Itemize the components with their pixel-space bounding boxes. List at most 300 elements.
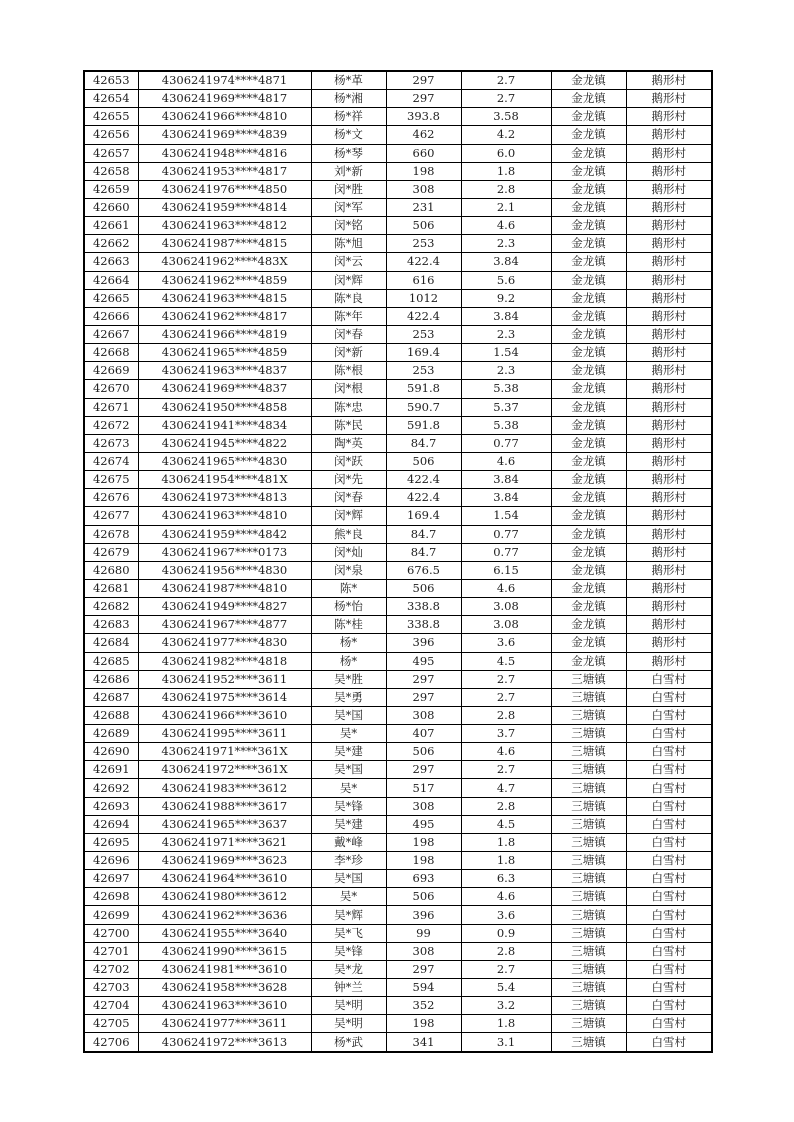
table-row [84, 289, 712, 307]
amount-cell: 253 [386, 362, 461, 380]
village-cell: 鹅形村 [626, 71, 712, 90]
amount-cell: 506 [386, 888, 461, 906]
area-cell: 4.5 [461, 815, 551, 833]
serial-cell: 42669 [84, 362, 138, 380]
area-cell: 4.6 [461, 743, 551, 761]
town-cell: 金龙镇 [551, 289, 626, 307]
name-cell: 闵*云 [311, 253, 386, 271]
village-cell: 鹅形村 [626, 543, 712, 561]
village-cell: 鹅形村 [626, 344, 712, 362]
name-cell: 陈*旭 [311, 235, 386, 253]
serial-cell: 42700 [84, 924, 138, 942]
serial-cell: 42680 [84, 561, 138, 579]
area-cell: 2.7 [461, 670, 551, 688]
amount-cell: 84.7 [386, 525, 461, 543]
amount-cell: 591.8 [386, 416, 461, 434]
town-cell: 金龙镇 [551, 71, 626, 90]
table-row [84, 235, 712, 253]
id-number-cell: 4306241953****4817 [138, 162, 311, 180]
name-cell: 陈*忠 [311, 398, 386, 416]
village-cell: 鹅形村 [626, 489, 712, 507]
village-cell: 鹅形村 [626, 380, 712, 398]
name-cell: 吴*建 [311, 743, 386, 761]
name-cell: 杨*武 [311, 1033, 386, 1052]
table-row [84, 942, 712, 960]
table-row [84, 398, 712, 416]
amount-cell: 594 [386, 979, 461, 997]
village-cell: 鹅形村 [626, 362, 712, 380]
town-cell: 金龙镇 [551, 126, 626, 144]
name-cell: 杨* [311, 634, 386, 652]
village-cell: 白雪村 [626, 670, 712, 688]
table-row [84, 598, 712, 616]
amount-cell: 616 [386, 271, 461, 289]
serial-cell: 42685 [84, 652, 138, 670]
amount-cell: 1012 [386, 289, 461, 307]
village-cell: 白雪村 [626, 906, 712, 924]
amount-cell: 676.5 [386, 561, 461, 579]
name-cell: 陈*民 [311, 416, 386, 434]
amount-cell: 297 [386, 688, 461, 706]
area-cell: 2.8 [461, 797, 551, 815]
town-cell: 金龙镇 [551, 307, 626, 325]
table-row [84, 71, 712, 90]
area-cell: 2.8 [461, 942, 551, 960]
table-row [84, 198, 712, 216]
name-cell: 吴* [311, 779, 386, 797]
amount-cell: 338.8 [386, 616, 461, 634]
serial-cell: 42706 [84, 1033, 138, 1052]
id-number-cell: 4306241954****481X [138, 471, 311, 489]
town-cell: 三塘镇 [551, 888, 626, 906]
amount-cell: 297 [386, 670, 461, 688]
town-cell: 金龙镇 [551, 434, 626, 452]
area-cell: 2.3 [461, 235, 551, 253]
town-cell: 金龙镇 [551, 198, 626, 216]
town-cell: 金龙镇 [551, 579, 626, 597]
area-cell: 3.08 [461, 616, 551, 634]
id-number-cell: 4306241962****4817 [138, 307, 311, 325]
village-cell: 鹅形村 [626, 561, 712, 579]
area-cell: 4.7 [461, 779, 551, 797]
village-cell: 鹅形村 [626, 108, 712, 126]
serial-cell: 42681 [84, 579, 138, 597]
amount-cell: 308 [386, 706, 461, 724]
village-cell: 白雪村 [626, 833, 712, 851]
table-row [84, 434, 712, 452]
id-number-cell: 4306241945****4822 [138, 434, 311, 452]
amount-cell: 506 [386, 217, 461, 235]
serial-cell: 42690 [84, 743, 138, 761]
village-cell: 白雪村 [626, 852, 712, 870]
amount-cell: 393.8 [386, 108, 461, 126]
town-cell: 三塘镇 [551, 997, 626, 1015]
village-cell: 白雪村 [626, 725, 712, 743]
village-cell: 白雪村 [626, 979, 712, 997]
table-row [84, 616, 712, 634]
amount-cell: 660 [386, 144, 461, 162]
area-cell: 5.6 [461, 271, 551, 289]
amount-cell: 693 [386, 870, 461, 888]
area-cell: 5.4 [461, 979, 551, 997]
village-cell: 鹅形村 [626, 434, 712, 452]
amount-cell: 231 [386, 198, 461, 216]
town-cell: 金龙镇 [551, 634, 626, 652]
village-cell: 鹅形村 [626, 198, 712, 216]
town-cell: 金龙镇 [551, 180, 626, 198]
serial-cell: 42695 [84, 833, 138, 851]
serial-cell: 42682 [84, 598, 138, 616]
amount-cell: 297 [386, 761, 461, 779]
town-cell: 三塘镇 [551, 779, 626, 797]
village-cell: 白雪村 [626, 761, 712, 779]
village-cell: 白雪村 [626, 942, 712, 960]
id-number-cell: 4306241969****3623 [138, 852, 311, 870]
town-cell: 三塘镇 [551, 833, 626, 851]
id-number-cell: 4306241977****4830 [138, 634, 311, 652]
id-number-cell: 4306241955****3640 [138, 924, 311, 942]
id-number-cell: 4306241956****4830 [138, 561, 311, 579]
table-row [84, 979, 712, 997]
table-row [84, 416, 712, 434]
area-cell: 2.7 [461, 90, 551, 108]
village-cell: 鹅形村 [626, 289, 712, 307]
id-number-cell: 4306241969****4817 [138, 90, 311, 108]
id-number-cell: 4306241995****3611 [138, 725, 311, 743]
village-cell: 白雪村 [626, 706, 712, 724]
village-cell: 白雪村 [626, 1033, 712, 1052]
town-cell: 三塘镇 [551, 1033, 626, 1052]
name-cell: 熊*良 [311, 525, 386, 543]
village-cell: 鹅形村 [626, 652, 712, 670]
table-row [84, 108, 712, 126]
village-cell: 鹅形村 [626, 579, 712, 597]
id-number-cell: 4306241963****4810 [138, 507, 311, 525]
table-row [84, 217, 712, 235]
area-cell: 4.6 [461, 888, 551, 906]
amount-cell: 422.4 [386, 489, 461, 507]
table-row [84, 471, 712, 489]
town-cell: 三塘镇 [551, 670, 626, 688]
serial-cell: 42678 [84, 525, 138, 543]
village-cell: 白雪村 [626, 815, 712, 833]
id-number-cell: 4306241988****3617 [138, 797, 311, 815]
table-row [84, 670, 712, 688]
id-number-cell: 4306241971****361X [138, 743, 311, 761]
village-cell: 鹅形村 [626, 452, 712, 470]
town-cell: 三塘镇 [551, 852, 626, 870]
serial-cell: 42694 [84, 815, 138, 833]
table-row [84, 489, 712, 507]
name-cell: 陈*年 [311, 307, 386, 325]
id-number-cell: 4306241963****3610 [138, 997, 311, 1015]
village-cell: 鹅形村 [626, 525, 712, 543]
table-row [84, 525, 712, 543]
village-cell: 鹅形村 [626, 90, 712, 108]
id-number-cell: 4306241949****4827 [138, 598, 311, 616]
id-number-cell: 4306241962****483X [138, 253, 311, 271]
serial-cell: 42661 [84, 217, 138, 235]
area-cell: 5.38 [461, 416, 551, 434]
village-cell: 鹅形村 [626, 325, 712, 343]
village-cell: 白雪村 [626, 797, 712, 815]
table-body [84, 71, 712, 1052]
area-cell: 5.37 [461, 398, 551, 416]
town-cell: 金龙镇 [551, 162, 626, 180]
name-cell: 李*珍 [311, 852, 386, 870]
name-cell: 闵*先 [311, 471, 386, 489]
amount-cell: 297 [386, 71, 461, 90]
town-cell: 金龙镇 [551, 489, 626, 507]
serial-cell: 42659 [84, 180, 138, 198]
id-number-cell: 4306241987****4815 [138, 235, 311, 253]
table-row [84, 362, 712, 380]
id-number-cell: 4306241971****3621 [138, 833, 311, 851]
table-row [84, 307, 712, 325]
id-number-cell: 4306241977****3611 [138, 1015, 311, 1033]
serial-cell: 42697 [84, 870, 138, 888]
area-cell: 2.3 [461, 325, 551, 343]
area-cell: 1.8 [461, 833, 551, 851]
table-row [84, 271, 712, 289]
amount-cell: 297 [386, 960, 461, 978]
area-cell: 0.77 [461, 525, 551, 543]
name-cell: 杨*革 [311, 71, 386, 90]
name-cell: 杨*湘 [311, 90, 386, 108]
amount-cell: 338.8 [386, 598, 461, 616]
town-cell: 金龙镇 [551, 616, 626, 634]
serial-cell: 42671 [84, 398, 138, 416]
serial-cell: 42655 [84, 108, 138, 126]
town-cell: 三塘镇 [551, 706, 626, 724]
town-cell: 金龙镇 [551, 362, 626, 380]
town-cell: 三塘镇 [551, 870, 626, 888]
name-cell: 吴* [311, 725, 386, 743]
town-cell: 金龙镇 [551, 416, 626, 434]
table-row [84, 960, 712, 978]
id-number-cell: 4306241962****3636 [138, 906, 311, 924]
serial-cell: 42698 [84, 888, 138, 906]
serial-cell: 42675 [84, 471, 138, 489]
town-cell: 三塘镇 [551, 942, 626, 960]
amount-cell: 352 [386, 997, 461, 1015]
area-cell: 6.0 [461, 144, 551, 162]
name-cell: 吴*辉 [311, 906, 386, 924]
name-cell: 闵*胜 [311, 180, 386, 198]
amount-cell: 495 [386, 815, 461, 833]
name-cell: 吴*锋 [311, 942, 386, 960]
amount-cell: 422.4 [386, 471, 461, 489]
serial-cell: 42672 [84, 416, 138, 434]
village-cell: 鹅形村 [626, 253, 712, 271]
id-number-cell: 4306241966****4819 [138, 325, 311, 343]
id-number-cell: 4306241962****4859 [138, 271, 311, 289]
village-cell: 鹅形村 [626, 235, 712, 253]
town-cell: 金龙镇 [551, 452, 626, 470]
name-cell: 闵*军 [311, 198, 386, 216]
area-cell: 4.6 [461, 579, 551, 597]
name-cell: 吴*国 [311, 706, 386, 724]
serial-cell: 42703 [84, 979, 138, 997]
serial-cell: 42705 [84, 1015, 138, 1033]
table-row [84, 126, 712, 144]
id-number-cell: 4306241965****4859 [138, 344, 311, 362]
area-cell: 2.7 [461, 960, 551, 978]
name-cell: 吴*龙 [311, 960, 386, 978]
id-number-cell: 4306241983****3612 [138, 779, 311, 797]
name-cell: 钟*兰 [311, 979, 386, 997]
serial-cell: 42693 [84, 797, 138, 815]
serial-cell: 42676 [84, 489, 138, 507]
id-number-cell: 4306241976****4850 [138, 180, 311, 198]
serial-cell: 42663 [84, 253, 138, 271]
id-number-cell: 4306241959****4814 [138, 198, 311, 216]
amount-cell: 198 [386, 852, 461, 870]
id-number-cell: 4306241952****3611 [138, 670, 311, 688]
serial-cell: 42670 [84, 380, 138, 398]
table-row [84, 325, 712, 343]
town-cell: 金龙镇 [551, 543, 626, 561]
area-cell: 3.2 [461, 997, 551, 1015]
serial-cell: 42654 [84, 90, 138, 108]
id-number-cell: 4306241958****3628 [138, 979, 311, 997]
id-number-cell: 4306241969****4839 [138, 126, 311, 144]
amount-cell: 297 [386, 90, 461, 108]
name-cell: 陈*桂 [311, 616, 386, 634]
amount-cell: 308 [386, 942, 461, 960]
serial-cell: 42679 [84, 543, 138, 561]
town-cell: 三塘镇 [551, 1015, 626, 1033]
area-cell: 3.84 [461, 471, 551, 489]
name-cell: 闵*辉 [311, 271, 386, 289]
id-number-cell: 4306241972****361X [138, 761, 311, 779]
village-cell: 白雪村 [626, 960, 712, 978]
table-row [84, 452, 712, 470]
town-cell: 金龙镇 [551, 108, 626, 126]
village-cell: 鹅形村 [626, 144, 712, 162]
serial-cell: 42688 [84, 706, 138, 724]
table-row [84, 888, 712, 906]
name-cell: 闵*辉 [311, 507, 386, 525]
area-cell: 5.38 [461, 380, 551, 398]
area-cell: 3.7 [461, 725, 551, 743]
id-number-cell: 4306241950****4858 [138, 398, 311, 416]
id-number-cell: 4306241972****3613 [138, 1033, 311, 1052]
village-cell: 鹅形村 [626, 217, 712, 235]
name-cell: 陈*良 [311, 289, 386, 307]
area-cell: 9.2 [461, 289, 551, 307]
town-cell: 金龙镇 [551, 90, 626, 108]
amount-cell: 517 [386, 779, 461, 797]
id-number-cell: 4306241965****3637 [138, 815, 311, 833]
area-cell: 2.7 [461, 71, 551, 90]
id-number-cell: 4306241965****4830 [138, 452, 311, 470]
area-cell: 1.8 [461, 1015, 551, 1033]
id-number-cell: 4306241964****3610 [138, 870, 311, 888]
area-cell: 2.8 [461, 180, 551, 198]
area-cell: 3.58 [461, 108, 551, 126]
village-cell: 白雪村 [626, 779, 712, 797]
village-cell: 白雪村 [626, 997, 712, 1015]
id-number-cell: 4306241974****4871 [138, 71, 311, 90]
town-cell: 三塘镇 [551, 797, 626, 815]
area-cell: 4.6 [461, 452, 551, 470]
area-cell: 3.6 [461, 634, 551, 652]
area-cell: 3.08 [461, 598, 551, 616]
serial-cell: 42667 [84, 325, 138, 343]
area-cell: 1.54 [461, 507, 551, 525]
amount-cell: 198 [386, 833, 461, 851]
amount-cell: 422.4 [386, 307, 461, 325]
id-number-cell: 4306241973****4813 [138, 489, 311, 507]
id-number-cell: 4306241941****4834 [138, 416, 311, 434]
table-row [84, 162, 712, 180]
table-row [84, 90, 712, 108]
name-cell: 杨*琴 [311, 144, 386, 162]
amount-cell: 198 [386, 162, 461, 180]
area-cell: 1.8 [461, 162, 551, 180]
amount-cell: 253 [386, 235, 461, 253]
area-cell: 4.5 [461, 652, 551, 670]
id-number-cell: 4306241981****3610 [138, 960, 311, 978]
area-cell: 4.2 [461, 126, 551, 144]
town-cell: 金龙镇 [551, 217, 626, 235]
village-cell: 鹅形村 [626, 634, 712, 652]
amount-cell: 422.4 [386, 253, 461, 271]
amount-cell: 590.7 [386, 398, 461, 416]
table-row [84, 743, 712, 761]
table-row [84, 725, 712, 743]
town-cell: 金龙镇 [551, 598, 626, 616]
town-cell: 三塘镇 [551, 743, 626, 761]
amount-cell: 396 [386, 634, 461, 652]
serial-cell: 42656 [84, 126, 138, 144]
name-cell: 闵*铭 [311, 217, 386, 235]
amount-cell: 308 [386, 180, 461, 198]
serial-cell: 42653 [84, 71, 138, 90]
table-row [84, 144, 712, 162]
village-cell: 鹅形村 [626, 598, 712, 616]
name-cell: 杨* [311, 652, 386, 670]
id-number-cell: 4306241948****4816 [138, 144, 311, 162]
name-cell: 杨*文 [311, 126, 386, 144]
table-row [84, 561, 712, 579]
serial-cell: 42657 [84, 144, 138, 162]
table-row [84, 997, 712, 1015]
serial-cell: 42696 [84, 852, 138, 870]
id-number-cell: 4306241990****3615 [138, 942, 311, 960]
town-cell: 三塘镇 [551, 924, 626, 942]
amount-cell: 308 [386, 797, 461, 815]
town-cell: 金龙镇 [551, 507, 626, 525]
area-cell: 3.6 [461, 906, 551, 924]
village-cell: 鹅形村 [626, 471, 712, 489]
table-row [84, 180, 712, 198]
name-cell: 陈* [311, 579, 386, 597]
name-cell: 闵*跃 [311, 452, 386, 470]
village-cell: 鹅形村 [626, 307, 712, 325]
table-row [84, 761, 712, 779]
table-row [84, 634, 712, 652]
table-row [84, 706, 712, 724]
serial-cell: 42684 [84, 634, 138, 652]
town-cell: 金龙镇 [551, 253, 626, 271]
serial-cell: 42701 [84, 942, 138, 960]
table-row [84, 253, 712, 271]
name-cell: 闵*根 [311, 380, 386, 398]
village-cell: 白雪村 [626, 1015, 712, 1033]
name-cell: 吴*明 [311, 997, 386, 1015]
